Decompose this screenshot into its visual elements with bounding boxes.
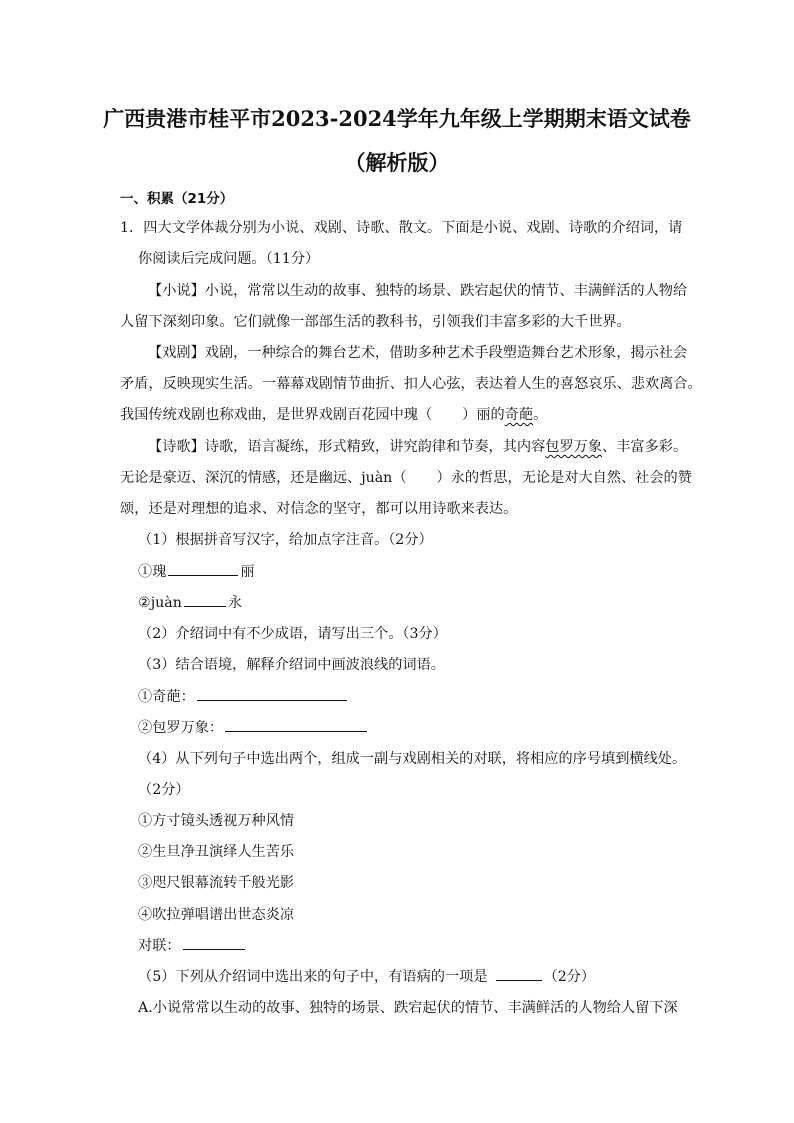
subquestion-3-item-2 <box>138 717 369 737</box>
subquestion-1-item-1 <box>138 561 255 581</box>
subquestion-4-line-1: （4）从下列句子中选出两个，组成一副与戏剧相关的对联，将相应的序号填到横线处。 <box>138 751 687 767</box>
qipa-label: ①奇葩： <box>138 689 195 705</box>
novel-paragraph-line-2: 人留下深刻印象。它们就像一部部生活的教科书，引领我们丰富多彩的大千世界。 <box>120 314 631 330</box>
couplet-label: 对联： <box>138 938 181 954</box>
answer-blank[interactable] <box>225 730 367 732</box>
item-1-suffix: 丽 <box>240 564 255 580</box>
option-4: ④吹拉弹唱谱出世态炎凉 <box>138 907 295 923</box>
subquestion-1-item-2 <box>138 592 242 612</box>
couplet-line <box>138 935 247 955</box>
item-2-prefix: ②juàn <box>138 595 182 611</box>
question-1-line-1: 1．四大文学体裁分别为小说、戏剧、诗歌、散文。下面是小说、戏剧、诗歌的介绍词，请 <box>120 220 683 236</box>
answer-blank[interactable] <box>197 699 347 701</box>
answer-blank[interactable] <box>184 605 226 607</box>
answer-blank[interactable] <box>168 574 238 576</box>
subquestion-2: （2）介绍词中有不少成语，请写出三个。（3分） <box>138 626 447 642</box>
document-subtitle: （解析版） <box>344 150 450 175</box>
poem-paragraph-line-3: 颂，还是对理想的追求、对信念的坚守，都可以用诗歌来表达。 <box>120 501 518 517</box>
subquestion-3-item-1 <box>138 686 349 706</box>
subquestion-1: （1）根据拼音写汉字，给加点字注音。（2分） <box>138 532 433 548</box>
option-2: ②生旦净丑演绎人生苦乐 <box>138 844 295 860</box>
question-1-line-2: 你阅读后完成问题。（11分） <box>138 251 320 267</box>
section-heading: 一、积累（21分） <box>120 191 234 207</box>
poem-text-b: 、丰富多彩。 <box>602 439 688 455</box>
answer-blank[interactable] <box>496 979 542 981</box>
option-3: ③咫尺银幕流转千般光影 <box>138 875 295 891</box>
poem-paragraph-line-2 <box>120 467 692 487</box>
option-1: ①方寸镜头透视万种风情 <box>138 813 295 829</box>
wavy-word-qipa: 奇葩 <box>504 407 534 423</box>
item-2-suffix: 永 <box>227 595 243 611</box>
drama-text-end: 。 <box>533 407 548 423</box>
poem-text-d: ）永的哲思，无论是对大自然、社会的赞 <box>436 470 692 486</box>
drama-paragraph-line-1: 【戏剧】戏剧，一种综合的舞台艺术，借助多种艺术手段塑造舞台艺术形象，揭示社会 <box>148 345 688 361</box>
option-a: A.小说常常以生动的故事、独特的场景、跌宕起伏的情节、丰满鲜活的人物给人留下深 <box>138 1000 678 1016</box>
subquestion-5-text: （5）下列从介绍词中选出来的句子中，有语病的一项是 <box>138 969 488 985</box>
drama-text-b: ）丽的 <box>462 407 505 423</box>
baoluowanxiang-label: ②包罗万象： <box>138 720 224 736</box>
poem-text-c: 无论是豪迈、深沉的情感，还是幽远、juàn（ <box>120 470 407 486</box>
wavy-word-baoluowanxiang: 包罗万象 <box>545 439 603 455</box>
subquestion-3: （3）结合语境，解释介绍词中画波浪线的词语。 <box>138 657 445 673</box>
drama-paragraph-line-3 <box>120 404 547 424</box>
poem-paragraph-line-1 <box>148 436 687 456</box>
document-title: 广西贵港市桂平市2023-2024学年九年级上学期期末语文试卷 <box>103 106 691 131</box>
novel-paragraph-line-1: 【小说】小说，常常以生动的故事、独特的场景、跌宕起伏的情节、丰满鲜活的人物给 <box>148 283 688 299</box>
subquestion-5-score: （2分） <box>543 969 596 985</box>
item-1-prefix: ①瑰 <box>138 564 167 580</box>
subquestion-4-line-2: （2分） <box>138 782 190 798</box>
answer-blank[interactable] <box>183 948 245 950</box>
drama-paragraph-line-2: 矛盾，反映现实生活。一幕幕戏剧情节曲折、扣人心弦，表达着人生的喜怒哀乐、悲欢离合。 <box>120 376 702 392</box>
subquestion-5 <box>138 966 595 986</box>
poem-text-a: 【诗歌】诗歌，语言凝练，形式精致，讲究韵律和节奏，其内容 <box>148 439 546 455</box>
drama-text-a: 我国传统戏剧也称戏曲，是世界戏剧百花园中瑰（ <box>120 407 433 423</box>
